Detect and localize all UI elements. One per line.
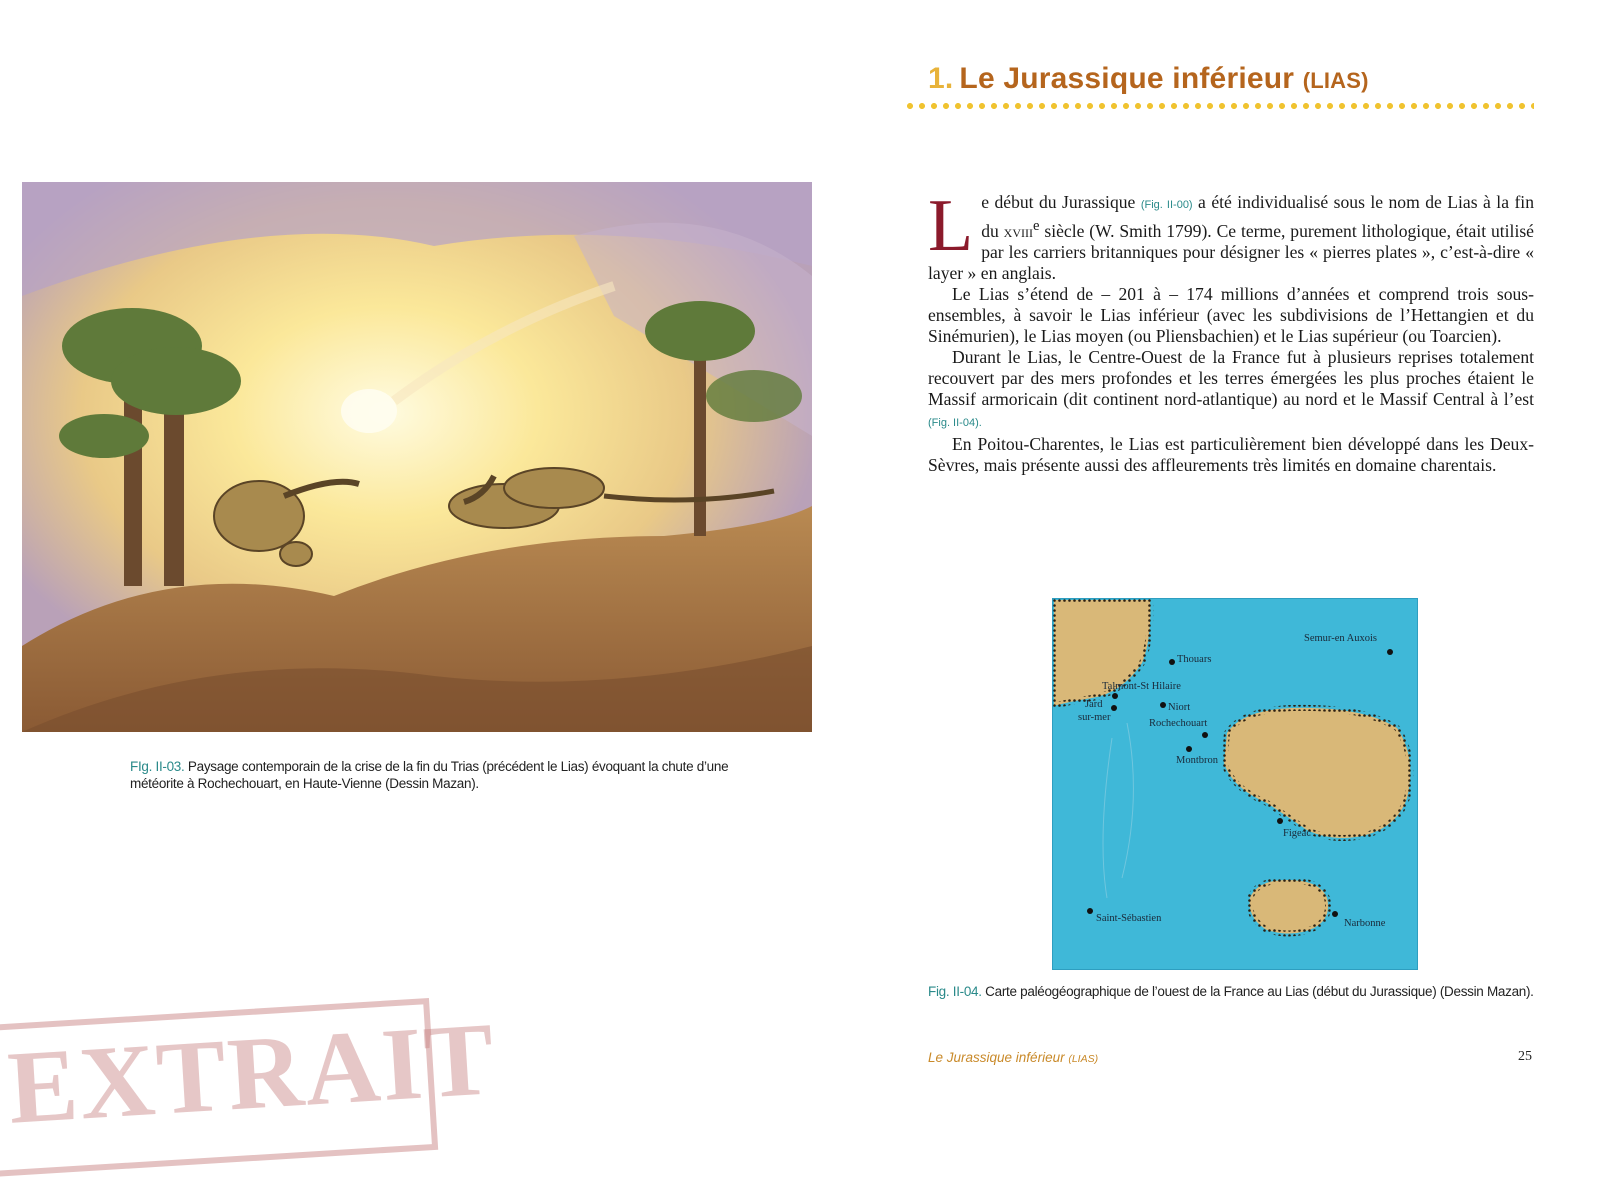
map-label-narbonne: Narbonne <box>1344 918 1386 929</box>
paragraph-4: En Poitou-Charentes, le Lias est particulièrement bien développé dans les Deux-Sèvres, mais présente aussi des affleurements très limités en domaine charentais. <box>928 433 1534 475</box>
paleogeographic-map <box>1052 598 1418 970</box>
paragraph-1 <box>928 185 1534 284</box>
drop-cap: L <box>928 185 974 267</box>
footer-title: Le Jurassique inférieur <box>928 1050 1065 1065</box>
paragraph-2: Le Lias s’étend de – 201 à – 174 millions d’années et comprend trois sous-ensembles, à savoir le Lias inférieur (avec les subdivisions de l’Hettangien et du Sinémurien), le Lias moyen (ou Pliensbachien) et le Lias supérieur (ou Toarcien). <box>928 283 1534 346</box>
body-text <box>928 185 1534 476</box>
footer-subtitle: (LIAS) <box>1068 1053 1099 1065</box>
map-label-niort: Niort <box>1168 702 1191 713</box>
map-label-rochechouart: Rochechouart <box>1149 718 1208 729</box>
page-number: 25 <box>1518 1049 1532 1064</box>
figure-reference-link[interactable]: (Fig. II-00) <box>1140 199 1193 211</box>
map-label-montbron: Montbron <box>1176 755 1218 766</box>
section-heading <box>928 62 1369 96</box>
figure-caption-ii-03 <box>130 758 770 792</box>
figure-label: Fig. II-04. <box>928 984 982 999</box>
caption-text: Paysage contemporain de la crise de la fin du Trias (précédent le Lias) évoquant la chute d’une météorite à Rochechouart, en Haute-Vienne (Dessin Mazan). <box>130 759 729 791</box>
map-label-thouars: Thouars <box>1177 654 1212 665</box>
map-label-sur-mer: sur-mer <box>1078 712 1111 723</box>
dinosaur-illustration <box>14 176 820 741</box>
section-title: Le Jurassique inférieur <box>959 62 1295 95</box>
century-superscript: e <box>1032 218 1040 234</box>
p1-text-b: a été individualisé sous le nom de Lias à la fin du <box>981 192 1534 241</box>
map-label-jard: Jard <box>1085 699 1103 710</box>
figure-label: FIg. II-03. <box>130 759 185 774</box>
p3-text: Durant le Lias, le Centre-Ouest de la France fut à plusieurs reprises totalement recouvert par des mers profondes et les terres émergées les plus proches étaient le Massif armoricain (dit continent nord-atlantique) au nord et le Massif Central à l’est <box>928 346 1534 409</box>
p1-text-c: siècle (W. Smith 1799). Ce terme, purement lithologique, était utilisé par les carriers britanniques pour désigner les « pierres plates », c’est-à-dire « layer » en anglais. <box>928 220 1534 283</box>
map-label-talmont: Talmont-St Hilaire <box>1102 681 1181 692</box>
section-number: 1. <box>928 62 954 95</box>
map-label-figeac: Figeac <box>1283 828 1311 839</box>
caption-text: Carte paléogéographique de l’ouest de la France au Lias (début du Jurassique) (Dessin Mazan). <box>981 984 1534 999</box>
paragraph-3 <box>928 347 1534 434</box>
extract-stamp: EXTRAIT <box>4 1001 499 1146</box>
southern-island <box>1250 880 1328 934</box>
running-footer <box>928 1050 1098 1065</box>
century-numeral: xviii <box>1003 220 1033 241</box>
figure-reference-link[interactable]: (Fig. II-04). <box>928 416 982 429</box>
map-label-saint-sebastien: Saint-Sébastien <box>1096 913 1162 924</box>
meteorite <box>341 389 397 433</box>
figure-caption-ii-04 <box>928 983 1548 1000</box>
p1-text-a: e début du Jurassique <box>981 192 1141 212</box>
section-subtitle: (LIAS) <box>1302 68 1369 93</box>
map-label-semur: Semur-en Auxois <box>1304 633 1377 644</box>
dotted-rule <box>904 101 1534 111</box>
